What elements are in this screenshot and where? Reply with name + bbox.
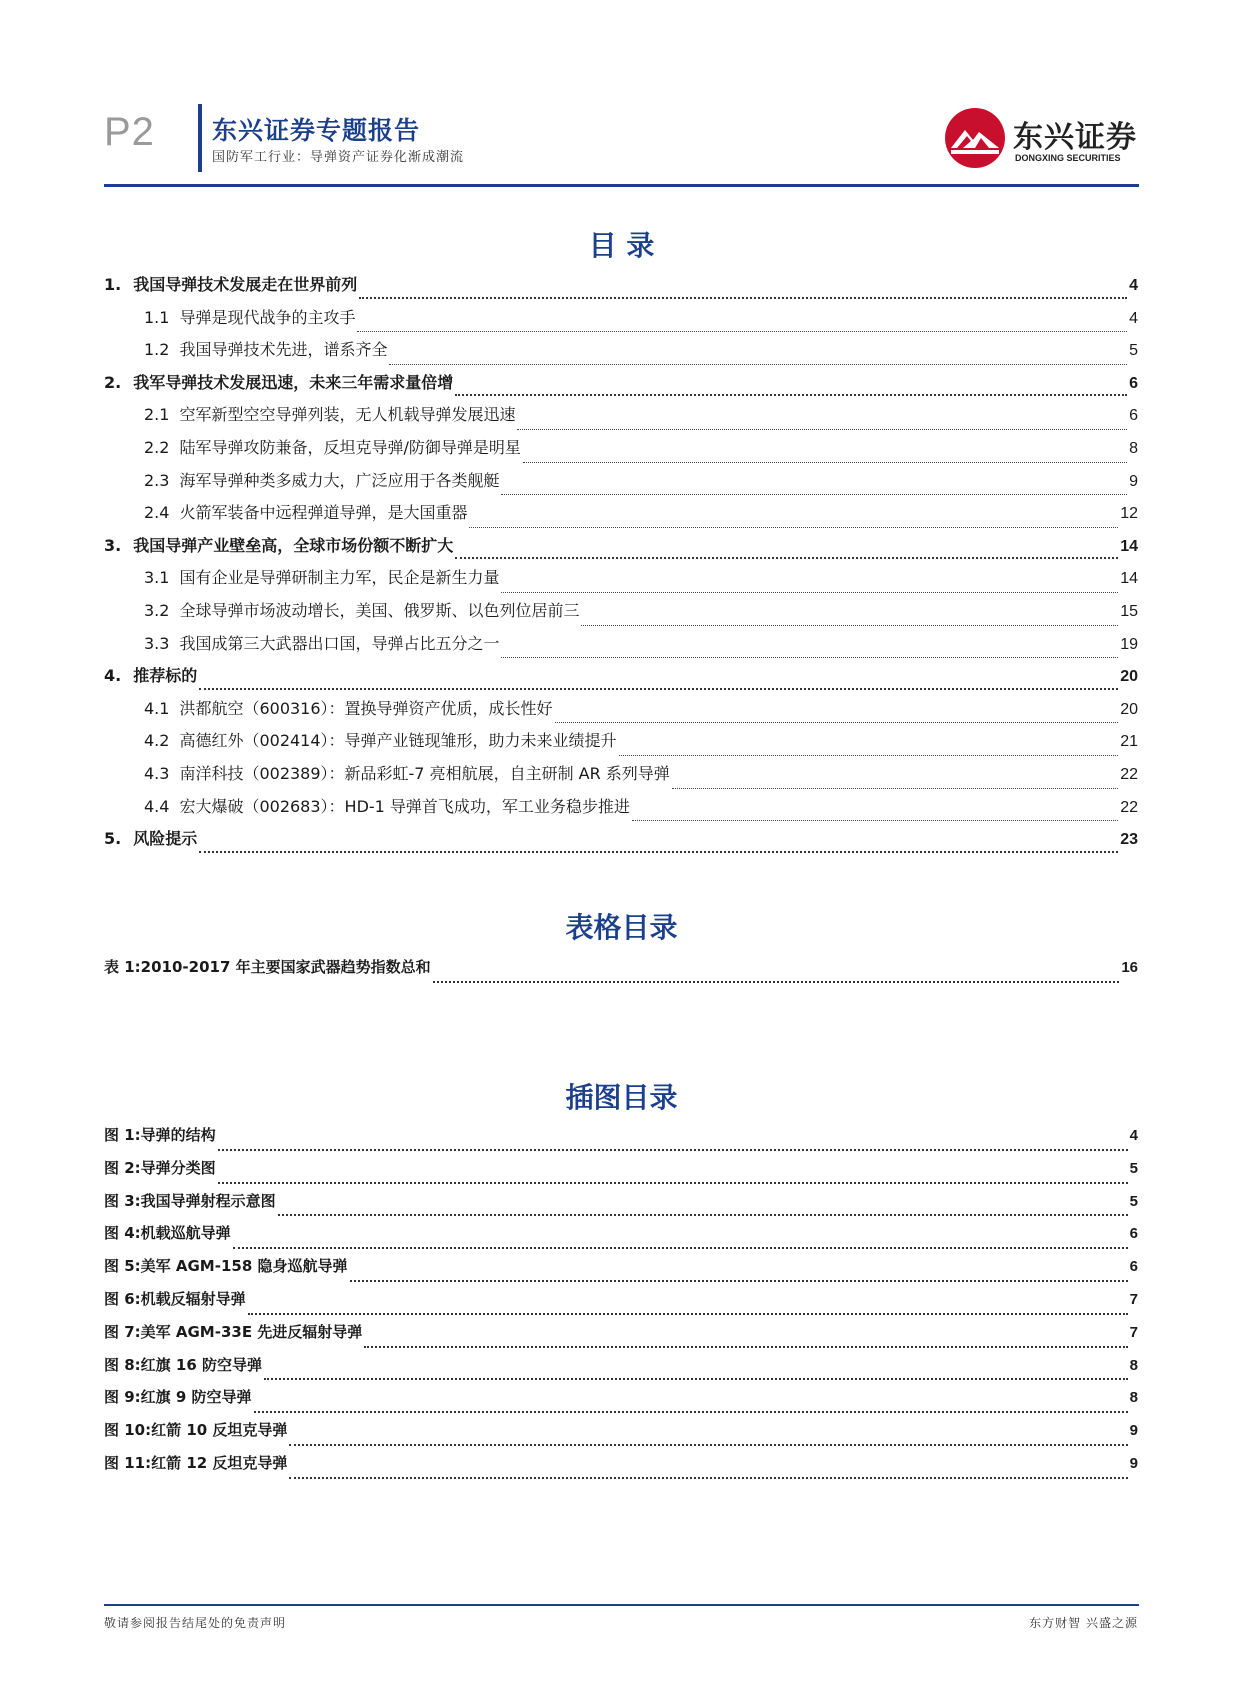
toc-entry[interactable] [104, 826, 1138, 859]
toc-entry-page: 6 [1129, 407, 1138, 425]
toc-entry-number: 4.3 [144, 763, 170, 783]
toc-leader-dots [433, 980, 1120, 983]
toc-entry[interactable] [104, 1321, 1138, 1354]
toc-leader-dots [501, 493, 1127, 495]
toc-entry[interactable] [104, 370, 1138, 403]
toc-entry-number: 5. [104, 829, 122, 849]
toc-entry-number: 4.2 [144, 731, 170, 751]
toc-entry[interactable] [104, 663, 1138, 696]
toc-entry[interactable] [104, 533, 1138, 566]
toc-entry-page: 5 [1129, 1192, 1138, 1210]
toc-entry-page: 21 [1120, 733, 1138, 751]
toc-entry-text: 图 4:机载巡航导弹 [104, 1224, 231, 1243]
toc-entry-text: 表 1:2010-2017 年主要国家武器趋势指数总和 [104, 958, 431, 976]
toc-entry[interactable] [104, 1354, 1138, 1387]
toc-leader-dots [289, 1476, 1127, 1479]
toc-leader-dots [523, 461, 1127, 463]
toc-entry[interactable] [104, 1124, 1138, 1157]
toc-entry-number: 2.1 [144, 405, 170, 425]
toc-entry-text: 我国导弹产业壁垒高，全球市场份额不断扩大 [133, 535, 454, 555]
toc-entry-number: 1.2 [144, 340, 170, 360]
company-logo [945, 108, 1145, 170]
toc-entry-number: 3.1 [144, 568, 170, 588]
report-subtitle: 国防军工行业：导弹资产证券化渐成潮流 [212, 150, 465, 165]
toc-entry[interactable] [104, 728, 1138, 761]
toc-entry-text: 我军导弹技术发展迅速，未来三年需求量倍增 [133, 372, 454, 392]
toc-entry-number: 2.2 [144, 437, 170, 457]
toc-entry-page: 9 [1129, 472, 1138, 490]
toc-entry[interactable] [104, 402, 1138, 435]
toc-entry[interactable] [104, 1157, 1138, 1190]
toc-list [104, 272, 1138, 859]
toc-entry-page: 12 [1120, 505, 1138, 523]
toc-entry-page: 6 [1129, 1258, 1138, 1276]
toc-entry-text: 洪都航空（600316）：置换导弹资产优质，成长性好 [179, 698, 553, 718]
toc-entry-text: 陆军导弹攻防兼备，反坦克导弹/防御导弹是明星 [179, 437, 521, 457]
toc-entry[interactable] [104, 1190, 1138, 1223]
toc-leader-dots [199, 850, 1118, 853]
toc-entry-number: 2. [104, 372, 122, 392]
toc-entry-number: 1. [104, 275, 122, 294]
toc-entry-text: 海军导弹种类多威力大，广泛应用于各类舰艇 [179, 470, 500, 490]
toc-entry[interactable] [104, 794, 1138, 827]
toc-entry[interactable] [104, 500, 1138, 533]
toc-entry-text: 图 3:我国导弹射程示意图 [104, 1191, 276, 1210]
toc-leader-dots [289, 1443, 1127, 1446]
toc-entry[interactable] [104, 272, 1138, 305]
toc-entry-text: 火箭军装备中远程弹道导弹，是大国重器 [179, 503, 468, 523]
toc-entry-text: 导弹是现代战争的主攻手 [179, 307, 356, 327]
toc-entry-page: 7 [1129, 1323, 1138, 1341]
toc-entry-text: 我国成第三大武器出口国，导弹占比五分之一 [179, 633, 500, 653]
toc-leader-dots [455, 556, 1118, 559]
toc-entry-number: 4.4 [144, 796, 170, 816]
toc-leader-dots [501, 656, 1118, 658]
toc-entry[interactable] [104, 1255, 1138, 1288]
toc-entry[interactable] [104, 305, 1138, 338]
toc-entry-number: 2.3 [144, 470, 170, 490]
toc-entry-text: 宏大爆破（002683）：HD-1 导弹首飞成功，军工业务稳步推进 [179, 796, 630, 816]
toc-leader-dots [501, 591, 1118, 593]
toc-leader-dots [248, 1312, 1128, 1315]
toc-entry[interactable] [104, 1288, 1138, 1321]
toc-leader-dots [254, 1410, 1128, 1413]
toc-entry-text: 图 8:红旗 16 防空导弹 [104, 1355, 262, 1374]
toc-entry-text: 图 9:红旗 9 防空导弹 [104, 1388, 252, 1407]
toc-entry-text: 图 2:导弹分类图 [104, 1158, 216, 1177]
toc-entry-text: 国有企业是导弹研制主力军，民企是新生力量 [179, 568, 500, 588]
toc-leader-dots [364, 1345, 1127, 1348]
toc-entry-page: 20 [1120, 668, 1138, 686]
toc-entry[interactable] [104, 468, 1138, 501]
toc-entry-text: 风险提示 [133, 829, 198, 849]
toc-entry-page: 9 [1129, 1422, 1138, 1440]
toc-leader-dots [555, 721, 1119, 723]
toc-title: 目 录 [588, 229, 655, 262]
toc-entry-page: 19 [1120, 635, 1138, 653]
toc-entry-text: 推荐标的 [133, 666, 198, 686]
figure-toc-list [104, 1124, 1138, 1485]
toc-entry-page: 23 [1120, 831, 1138, 849]
toc-entry-page: 4 [1129, 1127, 1138, 1144]
toc-leader-dots [469, 526, 1118, 528]
toc-entry-text: 图 11:红箭 12 反坦克导弹 [104, 1453, 288, 1472]
logo-english-name: DONGXING SECURITIES [1015, 153, 1121, 163]
toc-entry-page: 5 [1129, 1159, 1138, 1177]
toc-leader-dots [672, 787, 1118, 789]
toc-leader-dots [233, 1246, 1128, 1249]
toc-entry-page: 14 [1120, 570, 1138, 588]
toc-entry-number: 4.1 [144, 698, 170, 718]
toc-entry[interactable] [104, 631, 1138, 664]
toc-entry-text: 高德红外（002414）：导弹产业链现雏形，助力未来业绩提升 [179, 731, 617, 751]
toc-entry-page: 15 [1120, 602, 1138, 620]
toc-leader-dots [389, 363, 1127, 365]
toc-leader-dots [350, 1279, 1128, 1282]
toc-entry-page: 22 [1120, 798, 1138, 816]
toc-leader-dots [619, 754, 1119, 756]
toc-leader-dots [359, 296, 1127, 299]
logo-emblem-icon [945, 108, 1005, 168]
toc-entry[interactable] [104, 1386, 1138, 1419]
toc-entry-page: 5 [1129, 342, 1138, 360]
toc-entry-text: 我国导弹技术发展走在世界前列 [133, 275, 358, 294]
toc-leader-dots [218, 1148, 1128, 1151]
toc-entry-text: 图 7:美军 AGM-33E 先进反辐射导弹 [104, 1322, 363, 1341]
toc-entry-page: 20 [1120, 700, 1138, 718]
header-rule [104, 184, 1139, 187]
footer-disclaimer: 敬请参阅报告结尾处的免责声明 [104, 1616, 287, 1630]
footer-slogan: 东方财智 兴盛之源 [1029, 1616, 1138, 1630]
toc-entry-number: 3.3 [144, 633, 170, 653]
toc-entry-number: 4. [104, 666, 122, 686]
toc-entry-page: 9 [1129, 1454, 1138, 1472]
toc-entry-page: 14 [1120, 537, 1138, 555]
page-header [0, 0, 1240, 200]
toc-entry-text: 全球导弹市场波动增长，美国、俄罗斯、以色列位居前三 [179, 600, 580, 620]
toc-entry-text: 南洋科技（002389）：新品彩虹-7 亮相航展，自主研制 AR 系列导弹 [179, 763, 670, 783]
toc-entry-text: 空军新型空空导弹列装，无人机载导弹发展迅速 [179, 405, 516, 425]
toc-entry-page: 8 [1129, 1356, 1138, 1374]
toc-leader-dots [632, 819, 1118, 821]
toc-entry-page: 4 [1129, 277, 1138, 294]
toc-entry-number: 3.2 [144, 600, 170, 620]
page-number: P2 [104, 110, 155, 154]
toc-leader-dots [278, 1213, 1128, 1216]
toc-entry[interactable] [104, 1452, 1138, 1485]
toc-entry-page: 6 [1129, 374, 1138, 392]
toc-leader-dots [199, 687, 1118, 690]
table-toc-list [104, 956, 1138, 989]
toc-entry-text: 图 1:导弹的结构 [104, 1126, 216, 1144]
toc-entry[interactable] [104, 1419, 1138, 1452]
toc-entry-page: 16 [1121, 959, 1138, 976]
toc-entry-page: 8 [1129, 439, 1138, 457]
toc-entry-page: 8 [1129, 1389, 1138, 1407]
toc-entry-number: 2.4 [144, 503, 170, 523]
toc-entry-text: 我国导弹技术先进，谱系齐全 [179, 340, 388, 360]
toc-entry[interactable] [104, 956, 1138, 989]
toc-leader-dots [581, 624, 1118, 626]
toc-leader-dots [517, 428, 1127, 430]
toc-entry-text: 图 6:机载反辐射导弹 [104, 1289, 246, 1308]
toc-leader-dots [218, 1181, 1128, 1184]
toc-entry[interactable] [104, 337, 1138, 370]
toc-entry-page: 7 [1129, 1290, 1138, 1308]
toc-entry-text: 图 5:美军 AGM-158 隐身巡航导弹 [104, 1257, 348, 1276]
report-title: 东兴证券专题报告 [212, 116, 421, 145]
toc-entry-number: 1.1 [144, 307, 170, 327]
toc-entry[interactable] [104, 761, 1138, 794]
toc-entry-number: 3. [104, 535, 122, 555]
toc-entry[interactable] [104, 598, 1138, 631]
toc-entry-page: 22 [1120, 765, 1138, 783]
toc-leader-dots [455, 393, 1127, 396]
figure-toc-title: 插图目录 [565, 1081, 678, 1114]
table-toc-title: 表格目录 [565, 911, 678, 944]
toc-entry-text: 图 10:红箭 10 反坦克导弹 [104, 1421, 288, 1440]
footer-rule [104, 1604, 1139, 1606]
toc-leader-dots [264, 1377, 1128, 1380]
logo-chinese-name: 东兴证券 [1013, 120, 1137, 155]
toc-entry[interactable] [104, 1222, 1138, 1255]
toc-leader-dots [357, 330, 1127, 332]
header-divider [198, 104, 202, 172]
toc-entry-page: 4 [1129, 309, 1138, 327]
toc-entry[interactable] [104, 565, 1138, 598]
toc-entry[interactable] [104, 696, 1138, 729]
toc-entry[interactable] [104, 435, 1138, 468]
toc-entry-page: 6 [1129, 1225, 1138, 1243]
